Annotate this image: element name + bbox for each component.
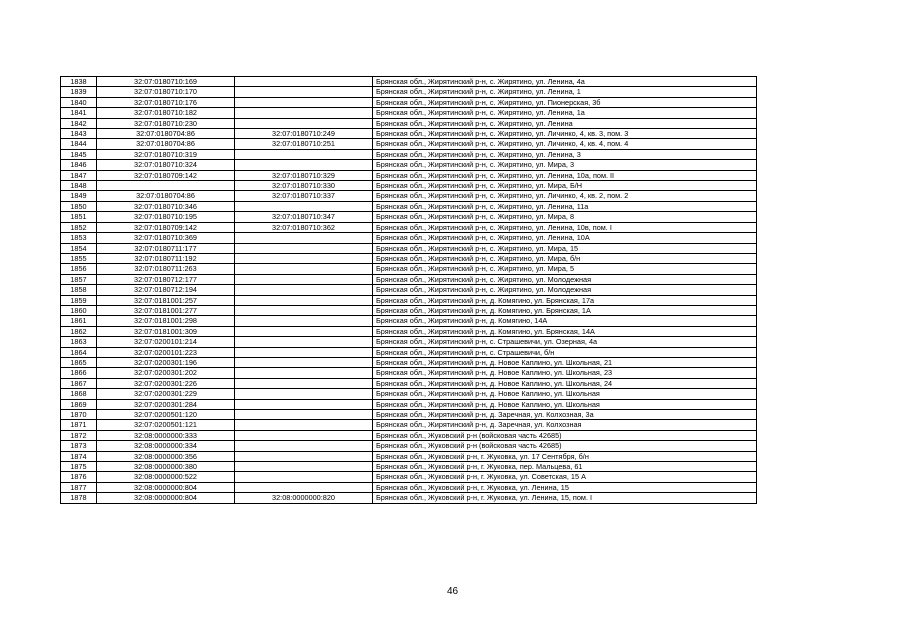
cadastral-number-cell: 32:07:0180710:369 (97, 233, 235, 243)
address-cell: Брянская обл., Жирятинский р-н, с. Жирятино, ул. Ленина, 1 (373, 87, 757, 97)
table-row (61, 118, 757, 128)
linked-cadastral-number-cell: 32:07:0180710:251 (235, 139, 373, 149)
address-cell: Брянская обл., Жирятинский р-н, д. Новое Каплино, ул. Школьная (373, 389, 757, 399)
cadastral-number-cell: 32:07:0180710:170 (97, 87, 235, 97)
linked-cadastral-number-cell (235, 108, 373, 118)
row-number-cell: 1855 (61, 253, 97, 263)
address-cell: Брянская обл., Жирятинский р-н, с. Страшевичи, б/н (373, 347, 757, 357)
cadastral-number-cell: 32:07:0181001:298 (97, 316, 235, 326)
linked-cadastral-number-cell (235, 451, 373, 461)
table-row (61, 368, 757, 378)
row-number-cell: 1878 (61, 493, 97, 503)
linked-cadastral-number-cell (235, 118, 373, 128)
table-row (61, 316, 757, 326)
address-cell: Брянская обл., Жирятинский р-н, д. Новое Каплино, ул. Школьная, 21 (373, 357, 757, 367)
table-row (61, 87, 757, 97)
table-row (61, 389, 757, 399)
cadastral-number-cell: 32:07:0180710:182 (97, 108, 235, 118)
row-number-cell: 1874 (61, 451, 97, 461)
row-number-cell: 1852 (61, 222, 97, 232)
table-row (61, 451, 757, 461)
cadastral-number-cell: 32:08:0000000:333 (97, 430, 235, 440)
address-cell: Брянская обл., Жирятинский р-н, с. Жирятино, ул. Мира, Б/Н (373, 181, 757, 191)
table-row (61, 129, 757, 139)
linked-cadastral-number-cell (235, 326, 373, 336)
address-cell: Брянская обл., Жирятинский р-н, с. Жирятино, ул. Мира, 8 (373, 212, 757, 222)
address-cell: Брянская обл., Жирятинский р-н, д. Новое Каплино, ул. Школьная, 23 (373, 368, 757, 378)
address-cell: Брянская обл., Жирятинский р-н, д. Новое Каплино, ул. Школьная (373, 399, 757, 409)
linked-cadastral-number-cell (235, 337, 373, 347)
address-cell: Брянская обл., Жирятинский р-н, д. Комягино, ул. Брянская, 14А (373, 326, 757, 336)
cadastral-number-cell: 32:07:0180711:192 (97, 253, 235, 263)
address-cell: Брянская обл., Жирятинский р-н, д. Новое Каплино, ул. Школьная, 24 (373, 378, 757, 388)
linked-cadastral-number-cell: 32:07:0180710:330 (235, 181, 373, 191)
cadastral-number-cell: 32:07:0180711:177 (97, 243, 235, 253)
cadastral-number-cell: 32:08:0000000:356 (97, 451, 235, 461)
linked-cadastral-number-cell (235, 472, 373, 482)
cadastral-number-cell: 32:07:0180704:86 (97, 139, 235, 149)
address-cell: Брянская обл., Жирятинский р-н, с. Жирятино, ул. Мира, 15 (373, 243, 757, 253)
cadastral-number-cell: 32:07:0180710:230 (97, 118, 235, 128)
cadastral-number-cell: 32:07:0181001:257 (97, 295, 235, 305)
cadastral-number-cell: 32:07:0200301:202 (97, 368, 235, 378)
address-cell: Брянская обл., Жирятинский р-н, с. Жирятино, ул. Молодежная (373, 285, 757, 295)
table-row (61, 212, 757, 222)
table-row (61, 472, 757, 482)
table-row (61, 337, 757, 347)
linked-cadastral-number-cell: 32:07:0180710:362 (235, 222, 373, 232)
row-number-cell: 1868 (61, 389, 97, 399)
linked-cadastral-number-cell: 32:08:0000000:820 (235, 493, 373, 503)
row-number-cell: 1846 (61, 160, 97, 170)
linked-cadastral-number-cell (235, 368, 373, 378)
table-row (61, 305, 757, 315)
address-cell: Брянская обл., Жирятинский р-н, с. Жирятино, ул. Личинко, 4, кв. 4, пом. 4 (373, 139, 757, 149)
row-number-cell: 1859 (61, 295, 97, 305)
table-row (61, 493, 757, 503)
row-number-cell: 1858 (61, 285, 97, 295)
address-cell: Брянская обл., Жуковский р-н, г. Жуковка, ул. 17 Сентября, б/н (373, 451, 757, 461)
linked-cadastral-number-cell (235, 316, 373, 326)
cadastral-number-cell: 32:07:0180710:195 (97, 212, 235, 222)
address-cell: Брянская обл., Жирятинский р-н, с. Жирятино, ул. Личинко, 4, кв. 3, пом. 3 (373, 129, 757, 139)
address-cell: Брянская обл., Жирятинский р-н, с. Жирятино, ул. Ленина, 10а, пом. II (373, 170, 757, 180)
row-number-cell: 1853 (61, 233, 97, 243)
linked-cadastral-number-cell (235, 201, 373, 211)
table-row (61, 326, 757, 336)
cadastral-number-cell: 32:07:0200101:223 (97, 347, 235, 357)
cadastral-number-cell: 32:07:0180709:142 (97, 170, 235, 180)
linked-cadastral-number-cell (235, 77, 373, 87)
row-number-cell: 1839 (61, 87, 97, 97)
registry-table-body (61, 77, 757, 504)
row-number-cell: 1877 (61, 482, 97, 492)
address-cell: Брянская обл., Жирятинский р-н, с. Жирятино, ул. Ленина, 1а (373, 108, 757, 118)
address-cell: Брянская обл., Жирятинский р-н, с. Жирятино, ул. Ленина, 10в, пом. I (373, 222, 757, 232)
linked-cadastral-number-cell (235, 243, 373, 253)
cadastral-number-cell: 32:07:0180704:86 (97, 129, 235, 139)
linked-cadastral-number-cell: 32:07:0180710:249 (235, 129, 373, 139)
address-cell: Брянская обл., Жирятинский р-н, с. Жирятино, ул. Мира, 3 (373, 160, 757, 170)
cadastral-number-cell: 32:07:0181001:277 (97, 305, 235, 315)
cadastral-number-cell: 32:07:0180710:324 (97, 160, 235, 170)
linked-cadastral-number-cell (235, 378, 373, 388)
address-cell: Брянская обл., Жуковский р-н, г. Жуковка, пер. Мальцева, 61 (373, 462, 757, 472)
table-row (61, 285, 757, 295)
table-row (61, 233, 757, 243)
linked-cadastral-number-cell (235, 441, 373, 451)
page-number: 46 (446, 586, 459, 597)
linked-cadastral-number-cell (235, 430, 373, 440)
address-cell: Брянская обл., Жуковский р-н (войсковая часть 42685) (373, 430, 757, 440)
linked-cadastral-number-cell (235, 160, 373, 170)
table-row (61, 274, 757, 284)
linked-cadastral-number-cell (235, 389, 373, 399)
table-row (61, 160, 757, 170)
linked-cadastral-number-cell (235, 295, 373, 305)
cadastral-number-cell: 32:07:0180711:263 (97, 264, 235, 274)
cadastral-number-cell: 32:07:0200501:120 (97, 410, 235, 420)
address-cell: Брянская обл., Жуковский р-н, г. Жуковка, ул. Ленина, 15, пом. I (373, 493, 757, 503)
table-row (61, 191, 757, 201)
address-cell: Брянская обл., Жирятинский р-н, д. Комягино, ул. Брянская, 1А (373, 305, 757, 315)
address-cell: Брянская обл., Жирятинский р-н, с. Жирятино, ул. Мира, б/н (373, 253, 757, 263)
linked-cadastral-number-cell (235, 264, 373, 274)
cadastral-number-cell: 32:07:0200301:284 (97, 399, 235, 409)
table-row (61, 399, 757, 409)
row-number-cell: 1842 (61, 118, 97, 128)
cadastral-number-cell: 32:07:0200301:226 (97, 378, 235, 388)
registry-table (60, 76, 757, 504)
cadastral-number-cell: 32:07:0180712:194 (97, 285, 235, 295)
cadastral-number-cell: 32:07:0181001:309 (97, 326, 235, 336)
row-number-cell: 1848 (61, 181, 97, 191)
row-number-cell: 1867 (61, 378, 97, 388)
row-number-cell: 1875 (61, 462, 97, 472)
cadastral-number-cell: 32:08:0000000:522 (97, 472, 235, 482)
linked-cadastral-number-cell: 32:07:0180710:347 (235, 212, 373, 222)
address-cell: Брянская обл., Жирятинский р-н, с. Страшевичи, ул. Озерная, 4а (373, 337, 757, 347)
row-number-cell: 1861 (61, 316, 97, 326)
table-row (61, 108, 757, 118)
cadastral-number-cell (97, 181, 235, 191)
table-row (61, 97, 757, 107)
row-number-cell: 1845 (61, 149, 97, 159)
linked-cadastral-number-cell (235, 274, 373, 284)
table-row (61, 430, 757, 440)
address-cell: Брянская обл., Жирятинский р-н, с. Жирятино, ул. Ленина (373, 118, 757, 128)
cadastral-number-cell: 32:07:0200301:229 (97, 389, 235, 399)
row-number-cell: 1871 (61, 420, 97, 430)
address-cell: Брянская обл., Жирятинский р-н, с. Жирятино, ул. Ленина, 3 (373, 149, 757, 159)
linked-cadastral-number-cell (235, 305, 373, 315)
row-number-cell: 1843 (61, 129, 97, 139)
table-row (61, 181, 757, 191)
linked-cadastral-number-cell (235, 482, 373, 492)
table-row (61, 222, 757, 232)
cadastral-number-cell: 32:08:0000000:380 (97, 462, 235, 472)
cadastral-number-cell: 32:07:0180710:346 (97, 201, 235, 211)
table-row (61, 482, 757, 492)
cadastral-number-cell: 32:07:0180712:177 (97, 274, 235, 284)
cadastral-number-cell: 32:08:0000000:804 (97, 482, 235, 492)
cadastral-number-cell: 32:07:0180710:169 (97, 77, 235, 87)
table-row (61, 253, 757, 263)
cadastral-number-cell: 32:07:0180710:176 (97, 97, 235, 107)
address-cell: Брянская обл., Жирятинский р-н, с. Жирятино, ул. Личинко, 4, кв. 2, пом. 2 (373, 191, 757, 201)
table-row (61, 243, 757, 253)
linked-cadastral-number-cell (235, 149, 373, 159)
table-row (61, 264, 757, 274)
linked-cadastral-number-cell (235, 285, 373, 295)
address-cell: Брянская обл., Жирятинский р-н, с. Жирятино, ул. Пионерская, 3б (373, 97, 757, 107)
linked-cadastral-number-cell (235, 462, 373, 472)
table-row (61, 139, 757, 149)
address-cell: Брянская обл., Жуковский р-н, г. Жуковка, ул. Советская, 15 А (373, 472, 757, 482)
address-cell: Брянская обл., Жирятинский р-н, д. Заречная, ул. Колхозная (373, 420, 757, 430)
row-number-cell: 1841 (61, 108, 97, 118)
address-cell: Брянская обл., Жирятинский р-н, д. Комягино, 14А (373, 316, 757, 326)
linked-cadastral-number-cell: 32:07:0180710:329 (235, 170, 373, 180)
address-cell: Брянская обл., Жуковский р-н (войсковая часть 42685) (373, 441, 757, 451)
linked-cadastral-number-cell (235, 87, 373, 97)
cadastral-number-cell: 32:08:0000000:804 (97, 493, 235, 503)
table-row (61, 201, 757, 211)
table-row (61, 410, 757, 420)
row-number-cell: 1866 (61, 368, 97, 378)
row-number-cell: 1873 (61, 441, 97, 451)
linked-cadastral-number-cell (235, 357, 373, 367)
cadastral-number-cell: 32:07:0180710:319 (97, 149, 235, 159)
row-number-cell: 1857 (61, 274, 97, 284)
row-number-cell: 1876 (61, 472, 97, 482)
table-row (61, 441, 757, 451)
address-cell: Брянская обл., Жирятинский р-н, д. Заречная, ул. Колхозная, 3а (373, 410, 757, 420)
row-number-cell: 1872 (61, 430, 97, 440)
address-cell: Брянская обл., Жирятинский р-н, с. Жирятино, ул. Мира, 5 (373, 264, 757, 274)
row-number-cell: 1849 (61, 191, 97, 201)
linked-cadastral-number-cell (235, 233, 373, 243)
row-number-cell: 1844 (61, 139, 97, 149)
cadastral-number-cell: 32:07:0200301:196 (97, 357, 235, 367)
row-number-cell: 1862 (61, 326, 97, 336)
linked-cadastral-number-cell (235, 253, 373, 263)
row-number-cell: 1870 (61, 410, 97, 420)
cadastral-number-cell: 32:07:0200101:214 (97, 337, 235, 347)
linked-cadastral-number-cell (235, 399, 373, 409)
table-row (61, 170, 757, 180)
row-number-cell: 1847 (61, 170, 97, 180)
row-number-cell: 1854 (61, 243, 97, 253)
registry-table-container (60, 76, 757, 504)
cadastral-number-cell: 32:07:0200501:121 (97, 420, 235, 430)
row-number-cell: 1863 (61, 337, 97, 347)
table-row (61, 357, 757, 367)
cadastral-number-cell: 32:08:0000000:334 (97, 441, 235, 451)
address-cell: Брянская обл., Жирятинский р-н, д. Комягино, ул. Брянская, 17а (373, 295, 757, 305)
linked-cadastral-number-cell (235, 420, 373, 430)
table-row (61, 149, 757, 159)
cadastral-number-cell: 32:07:0180709:142 (97, 222, 235, 232)
table-row (61, 462, 757, 472)
linked-cadastral-number-cell (235, 410, 373, 420)
linked-cadastral-number-cell (235, 347, 373, 357)
cadastral-number-cell: 32:07:0180704:86 (97, 191, 235, 201)
address-cell: Брянская обл., Жирятинский р-н, с. Жирятино, ул. Ленина, 10А (373, 233, 757, 243)
address-cell: Брянская обл., Жуковский р-н, г. Жуковка, ул. Ленина, 15 (373, 482, 757, 492)
row-number-cell: 1838 (61, 77, 97, 87)
table-row (61, 77, 757, 87)
table-row (61, 295, 757, 305)
address-cell: Брянская обл., Жирятинский р-н, с. Жирятино, ул. Молодежная (373, 274, 757, 284)
address-cell: Брянская обл., Жирятинский р-н, с. Жирятино, ул. Ленина, 11а (373, 201, 757, 211)
row-number-cell: 1850 (61, 201, 97, 211)
table-row (61, 420, 757, 430)
linked-cadastral-number-cell: 32:07:0180710:337 (235, 191, 373, 201)
row-number-cell: 1860 (61, 305, 97, 315)
row-number-cell: 1864 (61, 347, 97, 357)
row-number-cell: 1865 (61, 357, 97, 367)
row-number-cell: 1840 (61, 97, 97, 107)
row-number-cell: 1851 (61, 212, 97, 222)
table-row (61, 347, 757, 357)
table-row (61, 378, 757, 388)
row-number-cell: 1869 (61, 399, 97, 409)
address-cell: Брянская обл., Жирятинский р-н, с. Жирятино, ул. Ленина, 4а (373, 77, 757, 87)
linked-cadastral-number-cell (235, 97, 373, 107)
row-number-cell: 1856 (61, 264, 97, 274)
